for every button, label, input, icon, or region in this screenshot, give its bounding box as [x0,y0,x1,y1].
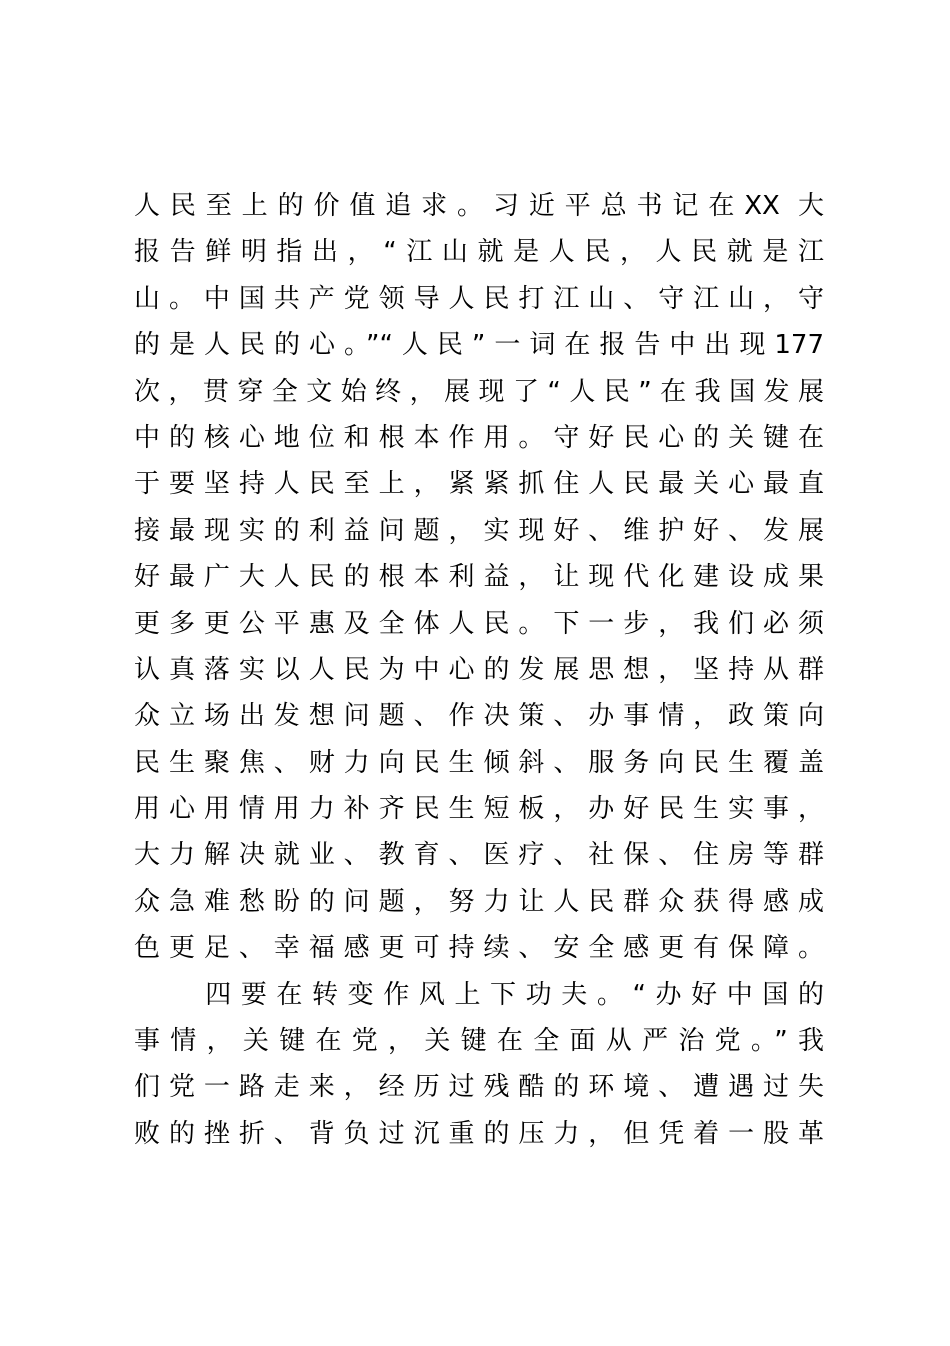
text-line: 大力解决就业、教育、医疗、社保、住房等群 [134,840,824,871]
text-line: 人民至上的价值追求。习近平总书记在XX 大 [134,191,824,221]
body-text [134,183,824,1157]
text-line: 的是人民的心。”“人民”一词在报告中出现177 [134,330,824,361]
text-line: 山。中国共产党领导人民打江山、守江山，守 [134,283,824,314]
text-line: 于要坚持人民至上，紧紧抓住人民最关心最直 [134,469,824,500]
text-line: 众立场出发想问题、作决策、办事情，政策向 [134,701,824,732]
text-line: 更多更公平惠及全体人民。下一步，我们必须 [134,608,824,639]
text-line: 接最现实的利益问题，实现好、维护好、发展 [134,515,824,546]
text-line: 认真落实以人民为中心的发展思想，坚持从群 [134,654,824,685]
text-line: 中的核心地位和根本作用。守好民心的关键在 [134,422,824,453]
text-line: 败的挫折、背负过沉重的压力，但凭着一股革 [134,1118,824,1149]
text-line: 色更足、幸福感更可持续、安全感更有保障。 [134,933,824,964]
text-line: 事情，关键在党，关键在全面从严治党。”我 [134,1026,824,1057]
text-line: 报告鲜明指出，“江山就是人民，人民就是江 [134,237,824,268]
text-line: 用心用情用力补齐民生短板，办好民生实事， [134,794,824,825]
text-line: 民生聚焦、财力向民生倾斜、服务向民生覆盖 [134,747,824,778]
text-line: 好最广大人民的根本利益，让现代化建设成果 [134,562,824,593]
text-line: 众急难愁盼的问题，努力让人民群众获得感成 [134,886,824,917]
text-line: 次，贯穿全文始终，展现了“人民”在我国发展 [134,376,824,407]
text-line: 们党一路走来，经历过残酷的环境、遭遇过失 [134,1072,824,1103]
text-line: 四要在转变作风上下功夫。“办好中国的 [134,979,824,1010]
